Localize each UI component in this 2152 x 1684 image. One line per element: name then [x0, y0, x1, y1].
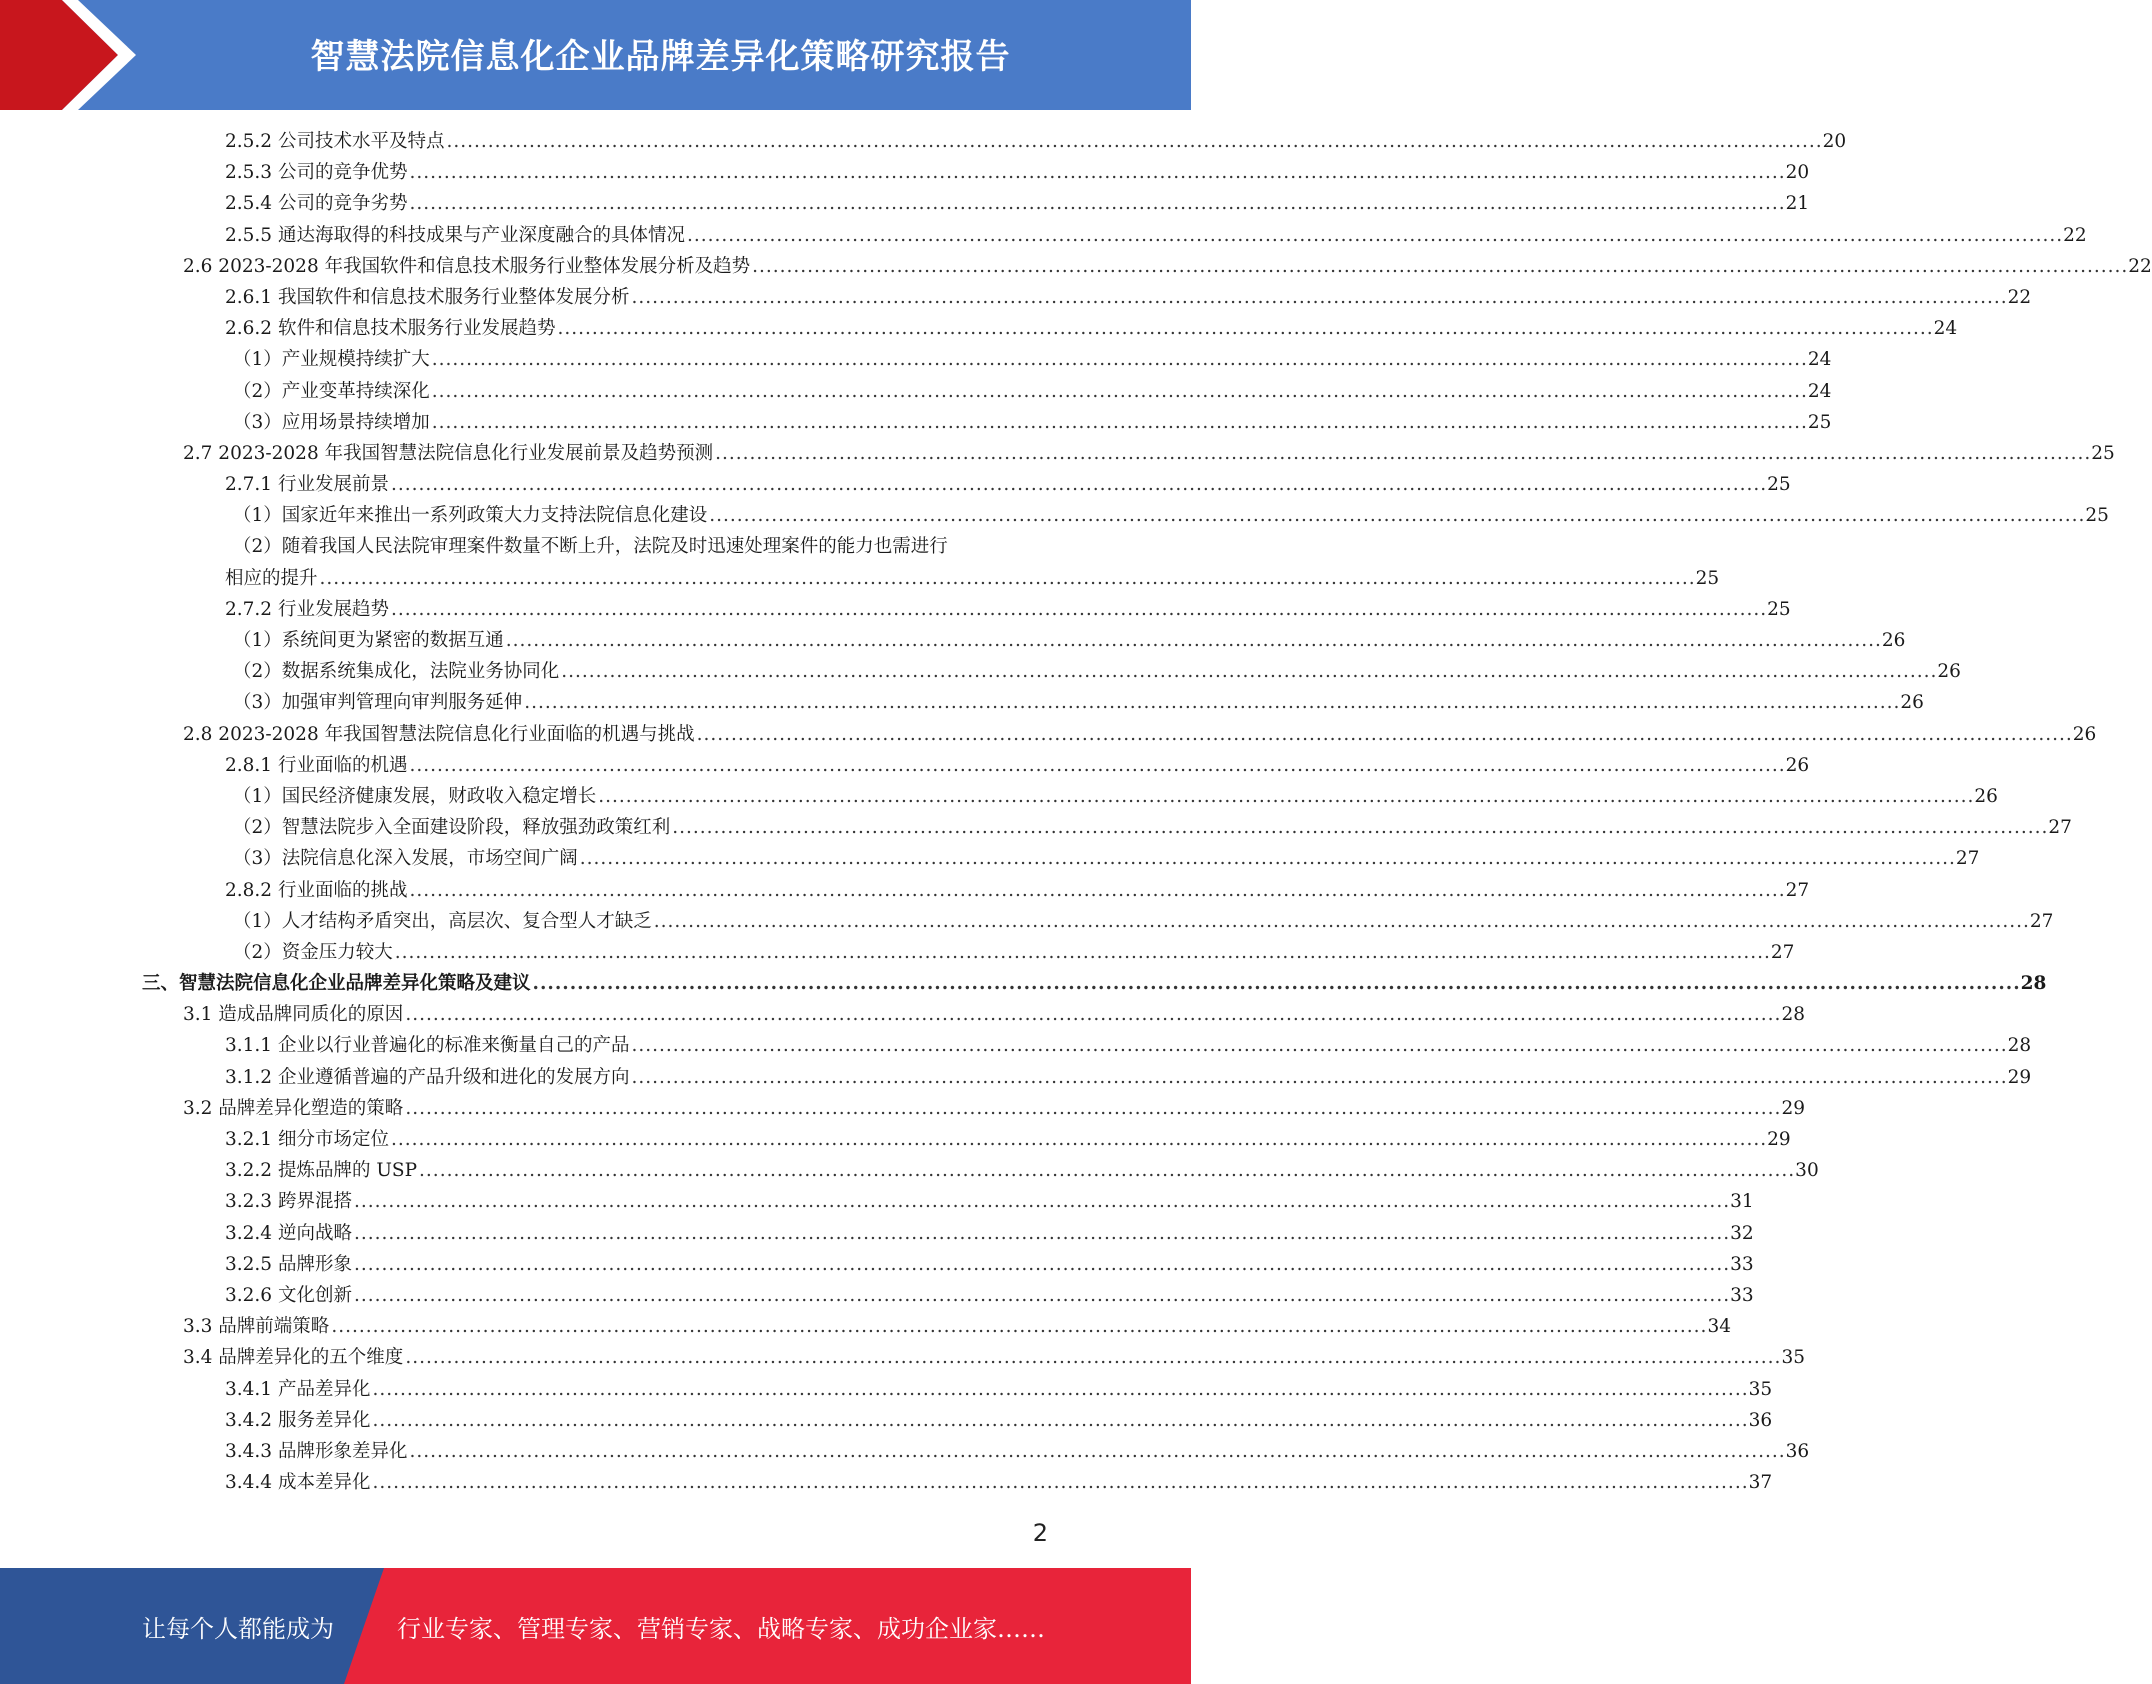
page-header — [0, 0, 1191, 110]
toc-entry[interactable] — [0, 407, 1832, 438]
toc-leader-dots: ........................................................................................................................................................................................................ — [557, 318, 1934, 340]
toc-leader-dots: ........................................................................................................................................................................................................ — [752, 255, 2129, 277]
toc-entry-page: 33 — [1730, 1284, 1754, 1306]
toc-entry-page: 37 — [1748, 1472, 1773, 1494]
toc-entry-title: 相应的提升 — [225, 567, 318, 589]
toc-entry[interactable] — [0, 1249, 1754, 1280]
toc-entry-page: 26 — [1881, 630, 1906, 651]
toc-entry-title: 3.2 品牌差异化塑造的策略 — [183, 1097, 404, 1119]
toc-entry-page: 29 — [1781, 1097, 1805, 1119]
toc-entry[interactable] — [0, 251, 2152, 282]
toc-entry-page: 21 — [1785, 193, 1810, 215]
toc-leader-dots: ........................................................................................................................................................................................................ — [419, 1160, 1796, 1182]
toc-leader-dots: ........................................................................................................................................................................................................ — [405, 1004, 1782, 1026]
toc-entry-page: 26 — [2072, 723, 2097, 745]
toc-entry[interactable] — [0, 282, 2032, 313]
toc-entry-page: 22 — [2007, 286, 2032, 308]
toc-entry-page: 25 — [1695, 567, 1720, 589]
toc-entry[interactable] — [0, 1311, 1731, 1342]
toc-entry-title: （3）应用场景持续增加 — [233, 411, 430, 433]
toc-entry-title: 2.7.1 行业发展前景 — [225, 474, 389, 496]
toc-leader-dots: ........................................................................................................................................................................................................ — [631, 286, 2008, 308]
toc-leader-dots: ........................................................................................................................................................................................................ — [409, 193, 1786, 215]
document-title: 智慧法院信息化企业品牌差异化策略研究报告 — [310, 36, 1011, 77]
toc-entry-title: 3.4.3 品牌形象差异化 — [225, 1440, 408, 1462]
toc-entry[interactable] — [0, 1186, 1754, 1217]
toc-entry-title: （2）智慧法院步入全面建设阶段，释放强劲政策红利 — [233, 817, 671, 839]
toc-entry-page: 32 — [1730, 1222, 1754, 1244]
toc-entry[interactable] — [0, 750, 1810, 781]
toc-leader-dots: ........................................................................................................................................................................................................ — [331, 1316, 1708, 1338]
toc-leader-dots: ........................................................................................................................................................................................................ — [431, 380, 1808, 402]
toc-leader-dots: ........................................................................................................................................................................................................ — [353, 1284, 1731, 1306]
toc-entry[interactable] — [0, 906, 2054, 937]
toc-leader-dots: ........................................................................................................................................................................................................ — [561, 661, 1938, 683]
toc-entry-title: （1）系统间更为紧密的数据互通 — [233, 630, 504, 651]
toc-entry-title: 3.2.4 逆向战略 — [225, 1222, 352, 1244]
toc-entry-title: 2.8.2 行业面临的挑战 — [225, 879, 408, 901]
toc-entry-page: 36 — [1748, 1409, 1773, 1431]
toc-entry[interactable] — [0, 1155, 1819, 1186]
toc-entry-title: （1）国家近年来推出一系列政策大力支持法院信息化建设 — [233, 505, 708, 527]
toc-entry-page: 34 — [1707, 1316, 1731, 1338]
toc-entry-title: 3.2.5 品牌形象 — [225, 1253, 352, 1275]
toc-entry-title: 3.2.1 细分市场定位 — [225, 1129, 389, 1150]
toc-leader-dots: ........................................................................................................................................................................................................ — [653, 910, 2030, 932]
toc-entry-page: 27 — [1785, 879, 1810, 901]
toc-entry-title: （2）随着我国人民法院审理案件数量不断上升，法院及时迅速处理案件的能力也需进行 — [233, 536, 948, 558]
toc-entry-title: （2）数据系统集成化，法院业务协同化 — [233, 661, 560, 683]
toc-entry-page: 25 — [1767, 598, 1791, 620]
toc-entry-title: 3.1.1 企业以行业普遍化的标准来衡量自己的产品 — [225, 1035, 630, 1057]
toc-entry-page: 26 — [1785, 754, 1810, 776]
toc-entry[interactable] — [0, 812, 2072, 843]
toc-entry-page: 27 — [1770, 941, 1795, 963]
toc-entry[interactable] — [0, 1405, 1773, 1436]
toc-entry[interactable] — [0, 1030, 2032, 1061]
toc-entry[interactable] — [0, 220, 2087, 251]
toc-entry-page: 22 — [2128, 255, 2152, 277]
chevron-logo-icon — [0, 0, 160, 110]
toc-entry-title: 2.6.2 软件和信息技术服务行业发展趋势 — [225, 318, 556, 340]
toc-entry-title: 3.4.2 服务差异化 — [225, 1409, 371, 1431]
toc-entry-page: 28 — [2020, 973, 2047, 995]
toc-leader-dots: ........................................................................................................................................................................................................ — [372, 1378, 1749, 1400]
toc-entry-page: 33 — [1730, 1253, 1754, 1275]
toc-leader-dots: ........................................................................................................................................................................................................ — [353, 1222, 1731, 1244]
toc-entry[interactable] — [0, 875, 1810, 906]
toc-entry-page: 20 — [1785, 162, 1810, 184]
toc-leader-dots: ........................................................................................................................................................................................................ — [696, 723, 2073, 745]
footer-slogan-right: 行业专家、管理专家、营销专家、战略专家、成功企业家…… — [397, 1614, 1045, 1643]
toc-entry-page: 27 — [2048, 817, 2072, 839]
toc-entry-page: 27 — [1955, 848, 1980, 870]
toc-entry[interactable] — [0, 1093, 1805, 1124]
toc-entry[interactable] — [0, 531, 1191, 562]
toc-leader-dots: ........................................................................................................................................................................................................ — [409, 754, 1786, 776]
toc-entry[interactable] — [0, 376, 1832, 407]
toc-leader-dots: ........................................................................................................................................................................................................ — [631, 1066, 2008, 1088]
toc-entry[interactable] — [0, 1374, 1773, 1405]
toc-entry-title: （1）人才结构矛盾突出，高层次、复合型人才缺乏 — [233, 910, 652, 932]
toc-entry-title: （3）法院信息化深入发展，市场空间广阔 — [233, 848, 578, 870]
toc-entry-page: 31 — [1730, 1191, 1754, 1213]
toc-entry[interactable] — [0, 594, 1791, 625]
toc-entry-title: 2.6.1 我国软件和信息技术服务行业整体发展分析 — [225, 286, 630, 308]
toc-entry-title: （3）加强审判管理向审判服务延伸 — [233, 692, 523, 714]
toc-leader-dots: ........................................................................................................................................................................................................ — [524, 692, 1901, 714]
toc-entry-title: 2.7.2 行业发展趋势 — [225, 598, 389, 620]
toc-entry-title: （2）资金压力较大 — [233, 941, 393, 963]
toc-leader-dots: ........................................................................................................................................................................................................ — [686, 224, 2064, 246]
toc-leader-dots: ........................................................................................................................................................................................................ — [409, 162, 1786, 184]
toc-leader-dots: ........................................................................................................................................................................................................ — [446, 131, 1823, 152]
toc-leader-dots: ........................................................................................................................................................................................................ — [390, 1129, 1768, 1150]
toc-entry-title: （1）产业规模持续扩大 — [233, 349, 430, 371]
toc-entry-title: 2.5.5 通达海取得的科技成果与产业深度融合的具体情况 — [225, 224, 685, 246]
toc-leader-dots: ........................................................................................................................................................................................................ — [353, 1253, 1731, 1275]
toc-entry-title: 3.1 造成品牌同质化的原因 — [183, 1004, 404, 1026]
toc-entry[interactable] — [0, 344, 1832, 375]
toc-leader-dots: ........................................................................................................................................................................................................ — [390, 598, 1768, 620]
toc-entry-title: 3.2.6 文化创新 — [225, 1284, 352, 1306]
toc-entry[interactable] — [0, 1342, 1805, 1373]
toc-leader-dots: ........................................................................................................................................................................................................ — [409, 879, 1786, 901]
toc-entry-title: 3.2.2 提炼品牌的 USP — [225, 1160, 418, 1182]
toc-entry-page: 30 — [1795, 1160, 1819, 1182]
toc-entry[interactable] — [0, 500, 2109, 531]
toc-leader-dots: ........................................................................................................................................................................................................ — [672, 817, 2049, 839]
toc-entry-page: 24 — [1933, 318, 1958, 340]
toc-entry-page: 26 — [1974, 785, 1998, 807]
toc-leader-dots: ........................................................................................................................................................................................................ — [405, 1097, 1782, 1119]
toc-entry-title: 3.3 品牌前端策略 — [183, 1316, 330, 1338]
toc-entry[interactable] — [0, 937, 1795, 968]
toc-entry[interactable] — [0, 1467, 1773, 1498]
page-number: 2 — [1032, 1519, 1048, 1547]
toc-entry-title: 3.4.1 产品差异化 — [225, 1378, 371, 1400]
toc-entry[interactable] — [0, 563, 1720, 594]
toc-leader-dots: ........................................................................................................................................................................................................ — [431, 349, 1808, 371]
toc-leader-dots: ........................................................................................................................................................................................................ — [709, 505, 2086, 527]
toc-entry[interactable] — [0, 469, 1791, 500]
page-footer — [0, 1568, 1191, 1684]
toc-entry-title: （2）产业变革持续深化 — [233, 380, 430, 402]
toc-leader-dots: ........................................................................................................................................................................................................ — [431, 411, 1808, 433]
toc-entry[interactable] — [0, 656, 1961, 687]
footer-slogan-left: 让每个人都能成为 — [142, 1614, 334, 1643]
toc-entry-page: 25 — [2091, 442, 2115, 464]
toc-entry-page: 29 — [1767, 1129, 1791, 1150]
toc-entry[interactable] — [0, 1218, 1754, 1249]
toc-leader-dots: ........................................................................................................................................................................................................ — [505, 630, 1882, 651]
toc-entry[interactable] — [0, 781, 1998, 812]
toc-leader-dots: ........................................................................................................................................................................................................ — [353, 1191, 1731, 1213]
toc-entry[interactable] — [0, 438, 2115, 469]
toc-entry-title: 2.7 2023-2028 年我国智慧法院信息化行业发展前景及趋势预测 — [183, 442, 714, 464]
toc-leader-dots: ........................................................................................................................................................................................................ — [631, 1035, 2008, 1057]
toc-entry[interactable] — [0, 999, 1805, 1030]
toc-entry-page: 20 — [1822, 131, 1847, 152]
toc-leader-dots: ........................................................................................................................................................................................................ — [715, 442, 2092, 464]
toc-entry[interactable] — [0, 1280, 1754, 1311]
toc-entry-page: 25 — [1767, 474, 1791, 496]
toc-entry-page: 35 — [1781, 1347, 1805, 1369]
toc-entry[interactable] — [0, 843, 1980, 874]
toc-entry[interactable] — [0, 1436, 1810, 1467]
table-of-contents — [0, 126, 2152, 1498]
toc-leader-dots: ........................................................................................................................................................................................................ — [598, 785, 1975, 807]
toc-entry-page: 28 — [2007, 1035, 2032, 1057]
toc-entry-title: 2.8.1 行业面临的机遇 — [225, 754, 408, 776]
toc-leader-dots: ........................................................................................................................................................................................................ — [532, 973, 2021, 995]
toc-entry-title: 3.2.3 跨界混搭 — [225, 1191, 352, 1213]
toc-entry-page: 26 — [1900, 692, 1924, 714]
toc-entry-page: 24 — [1807, 380, 1832, 402]
toc-leader-dots: ........................................................................................................................................................................................................ — [405, 1347, 1782, 1369]
toc-entry-page: 27 — [2029, 910, 2054, 932]
toc-entry-title: （1）国民经济健康发展，财政收入稳定增长 — [233, 785, 597, 807]
toc-entry[interactable] — [0, 719, 2097, 750]
toc-entry-title: 2.5.2 公司技术水平及特点 — [225, 131, 445, 152]
toc-entry[interactable] — [0, 625, 1906, 656]
toc-entry-page: 25 — [1807, 411, 1832, 433]
toc-entry-title: 2.6 2023-2028 年我国软件和信息技术服务行业整体发展分析及趋势 — [183, 255, 751, 277]
toc-entry-title: 3.1.2 企业遵循普遍的产品升级和进化的发展方向 — [225, 1066, 630, 1088]
toc-entry[interactable] — [0, 1124, 1791, 1155]
toc-entry[interactable] — [0, 188, 1810, 219]
toc-entry-page: 24 — [1807, 349, 1832, 371]
toc-entry[interactable] — [0, 157, 1810, 188]
toc-entry-page: 28 — [1781, 1004, 1805, 1026]
toc-entry[interactable] — [0, 313, 1958, 344]
toc-leader-dots: ........................................................................................................................................................................................................ — [579, 848, 1956, 870]
toc-entry-title: 2.8 2023-2028 年我国智慧法院信息化行业面临的机遇与挑战 — [183, 723, 695, 745]
toc-entry[interactable] — [0, 126, 1847, 157]
toc-entry-page: 36 — [1785, 1440, 1810, 1462]
toc-entry-page: 26 — [1937, 661, 1961, 683]
toc-leader-dots: ........................................................................................................................................................................................................ — [409, 1440, 1786, 1462]
toc-entry[interactable] — [0, 687, 1924, 718]
toc-entry-page: 22 — [2063, 224, 2087, 246]
toc-leader-dots: ........................................................................................................................................................................................................ — [390, 474, 1768, 496]
toc-entry[interactable] — [0, 1062, 2032, 1093]
toc-leader-dots: ........................................................................................................................................................................................................ — [394, 941, 1771, 963]
toc-entry-page: 25 — [2085, 505, 2109, 527]
toc-entry-page: 35 — [1748, 1378, 1773, 1400]
toc-entry[interactable] — [0, 968, 2047, 999]
toc-entry-title: 2.5.3 公司的竞争优势 — [225, 162, 408, 184]
toc-entry-title: 2.5.4 公司的竞争劣势 — [225, 193, 408, 215]
toc-leader-dots: ........................................................................................................................................................................................................ — [372, 1472, 1749, 1494]
toc-entry-page: 29 — [2007, 1066, 2032, 1088]
toc-leader-dots: ........................................................................................................................................................................................................ — [372, 1409, 1749, 1431]
toc-leader-dots: ........................................................................................................................................................................................................ — [319, 567, 1696, 589]
toc-entry-title: 3.4 品牌差异化的五个维度 — [183, 1347, 404, 1369]
toc-entry-title: 3.4.4 成本差异化 — [225, 1472, 371, 1494]
toc-entry-title: 三、智慧法院信息化企业品牌差异化策略及建议 — [142, 973, 531, 995]
